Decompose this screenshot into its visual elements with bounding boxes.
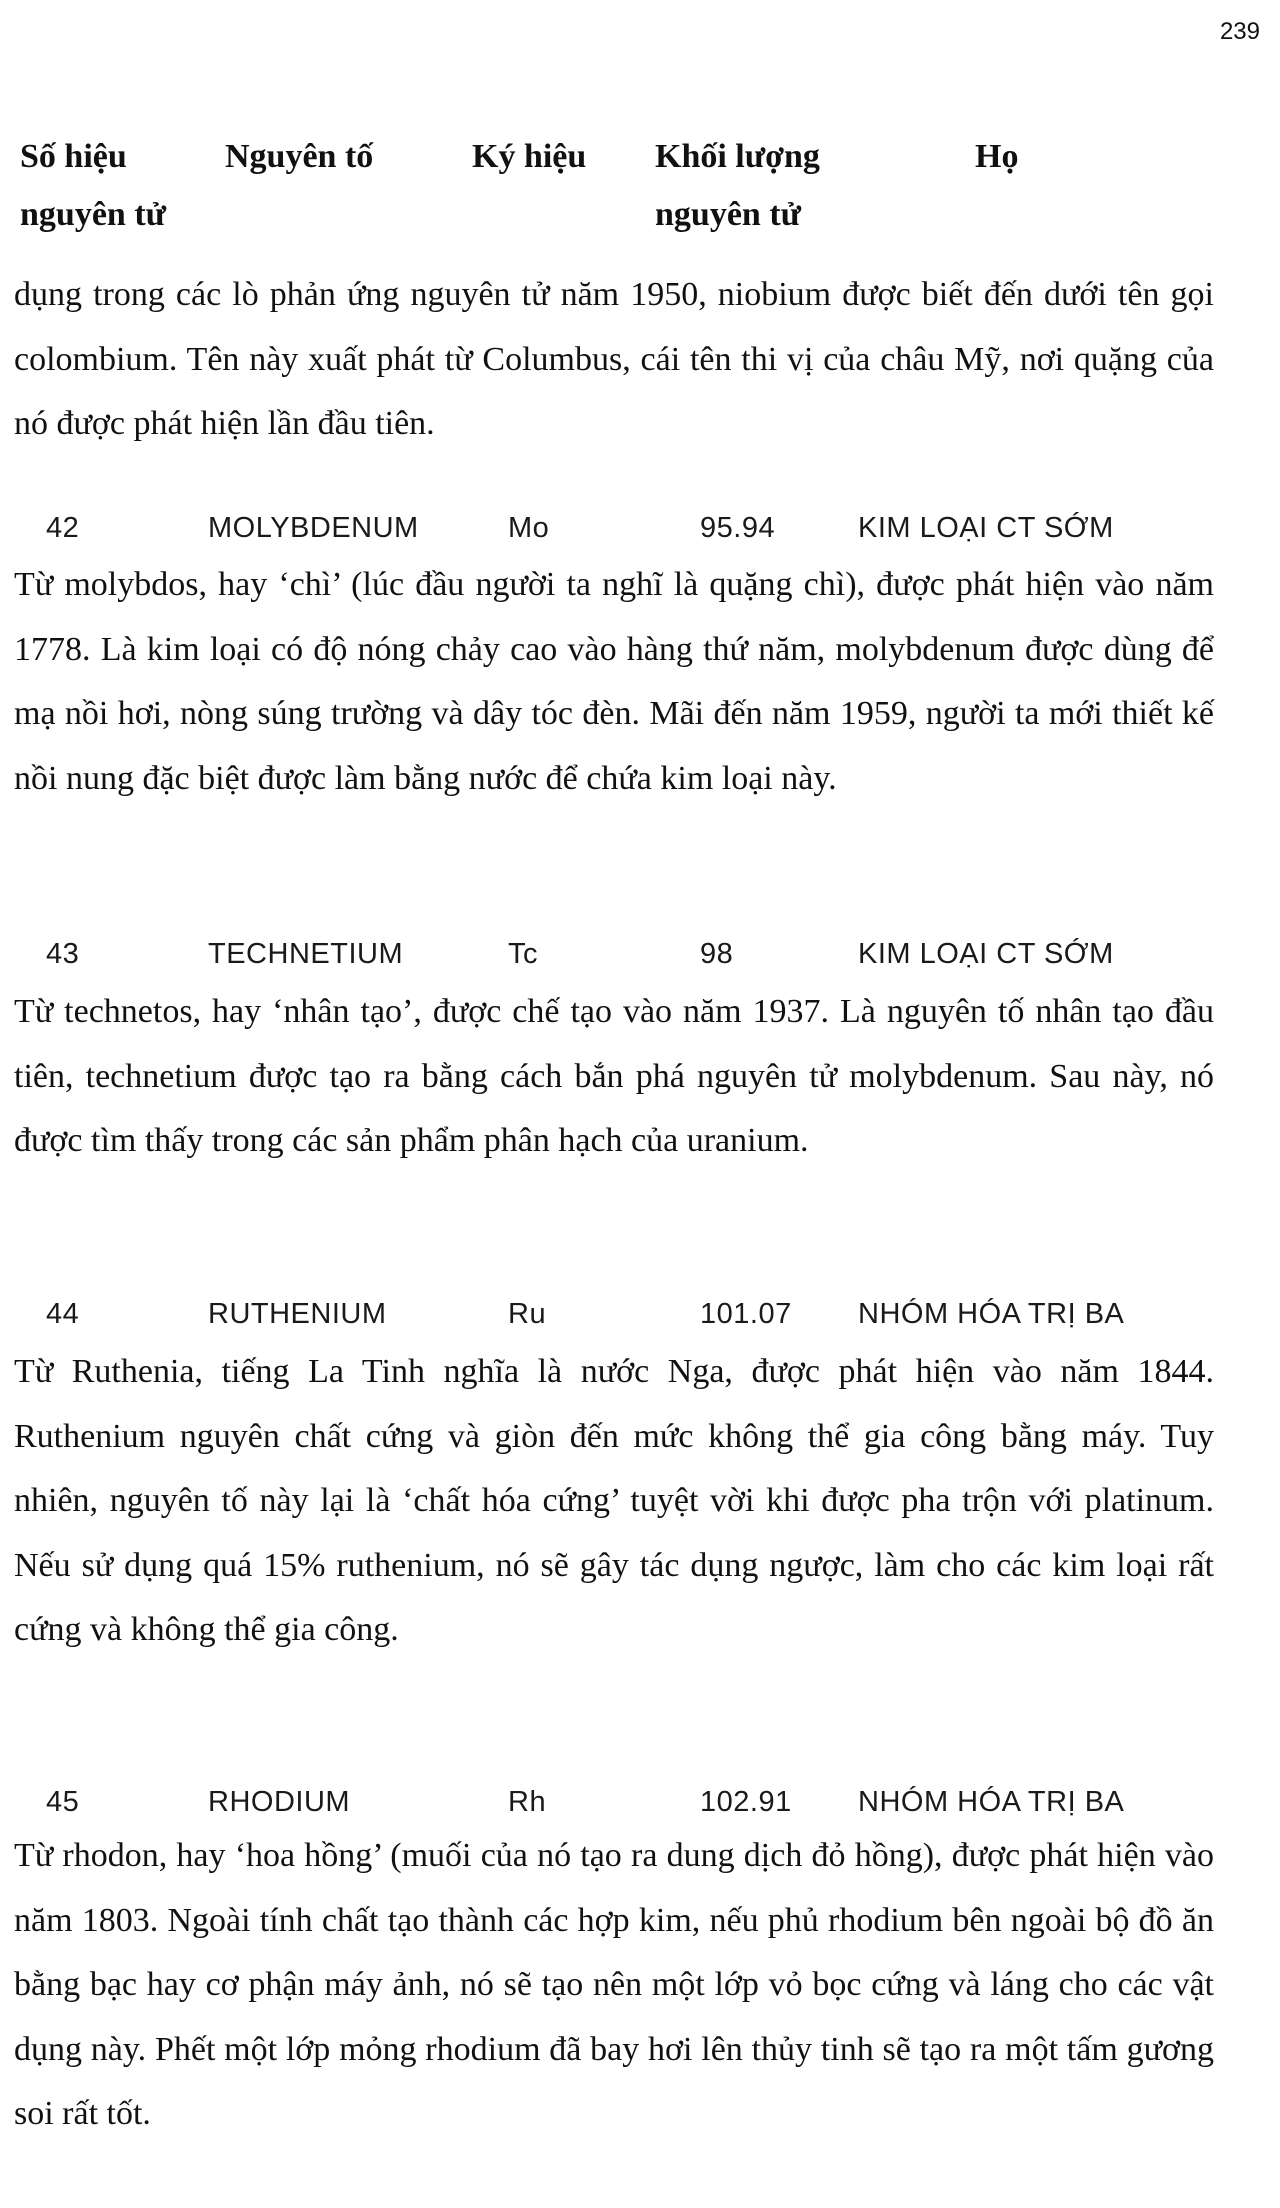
header-atomic-number-line2: nguyên tử	[20, 196, 167, 233]
header-atomic-mass-line2: nguyên tử	[655, 196, 802, 233]
header-family	[975, 128, 1018, 186]
element-symbol: Rh	[508, 1786, 547, 1818]
header-atomic-number	[20, 128, 166, 244]
element-entry-head	[0, 1786, 1280, 1826]
element-name: RUTHENIUM	[208, 1298, 387, 1330]
element-description: Từ technetos, hay ‘nhân tạo’, được chế tạo vào năm 1937. Là nguyên tố nhân tạo đầu tiên, technetium được tạo ra bằng cách bắn phá nguyên tử molybdenum. Sau này, nó được tìm thấy trong các sản phẩm phân hạch của uranium.	[14, 993, 1214, 1159]
header-atomic-mass-line1: Khối lượng	[655, 138, 820, 175]
atomic-number: 45	[46, 1786, 80, 1818]
element-symbol: Tc	[508, 938, 538, 970]
element-group: NHÓM HÓA TRỊ BA	[858, 1786, 1125, 1818]
element-description: Từ Ruthenia, tiếng La Tinh nghĩa là nước Nga, được phát hiện vào năm 1844. Ruthenium nguyên chất cứng và giòn đến mức không thể gia công bằng máy. Tuy nhiên, nguyên tố này lại là ‘chất hóa cứng’ tuyệt vời khi được pha trộn với platinum. Nếu sử dụng quá 15% ruthenium, nó sẽ gây tác dụng ngược, làm cho các kim loại rất cứng và không thể gia công.	[14, 1353, 1214, 1648]
table-header	[20, 128, 1260, 248]
element-group: KIM LOẠI CT SỚM	[858, 512, 1114, 544]
header-element	[225, 128, 373, 186]
element-entry-head	[0, 512, 1280, 552]
element-name: TECHNETIUM	[208, 938, 404, 970]
element-description: Từ rhodon, hay ‘hoa hồng’ (muối của nó tạo ra dung dịch đỏ hồng), được phát hiện vào năm 1803. Ngoài tính chất tạo thành các hợp kim, nếu phủ rhodium bên ngoài bộ đồ ăn bằng bạc hay cơ phận máy ảnh, nó sẽ tạo nên một lớp vỏ bọc cứng và láng cho các vật dụng này. Phết một lớp mỏng rhodium đã bay hơi lên thủy tinh sẽ tạo ra một tấm gương soi rất tốt.	[14, 1837, 1214, 2132]
header-element-line1: Nguyên tố	[225, 138, 374, 175]
atomic-number: 42	[46, 512, 80, 544]
header-symbol	[472, 128, 586, 186]
atomic-mass: 101.07	[700, 1298, 792, 1330]
element-symbol: Mo	[508, 512, 550, 544]
header-atomic-number-line1: Số hiệu	[20, 138, 127, 175]
atomic-mass: 95.94	[700, 512, 776, 544]
atomic-number: 43	[46, 938, 80, 970]
atomic-mass: 102.91	[700, 1786, 792, 1818]
atomic-mass: 98	[700, 938, 734, 970]
element-entry-head	[0, 938, 1280, 978]
header-symbol-line1: Ký hiệu	[472, 138, 587, 175]
atomic-number: 44	[46, 1298, 80, 1330]
element-name: MOLYBDENUM	[208, 512, 419, 544]
element-group: NHÓM HÓA TRỊ BA	[858, 1298, 1125, 1330]
page-number: 239	[1219, 18, 1260, 45]
element-name: RHODIUM	[208, 1786, 351, 1818]
header-family-line1: Họ	[975, 138, 1019, 175]
continuation-paragraph: dụng trong các lò phản ứng nguyên tử năm 1950, niobium được biết đến dưới tên gọi colombium. Tên này xuất phát từ Columbus, cái tên thi vị của châu Mỹ, nơi quặng của nó được phát hiện lần đầu tiên.	[14, 276, 1214, 442]
element-group: KIM LOẠI CT SỚM	[858, 938, 1114, 970]
element-symbol: Ru	[508, 1298, 547, 1330]
header-atomic-mass	[655, 128, 820, 244]
element-entry-head	[0, 1298, 1280, 1338]
element-description: Từ molybdos, hay ‘chì’ (lúc đầu người ta nghĩ là quặng chì), được phát hiện vào năm 1778. Là kim loại có độ nóng chảy cao vào hàng thứ năm, molybdenum được dùng để mạ nồi hơi, nòng súng trường và dây tóc đèn. Mãi đến năm 1959, người ta mới thiết kế nồi nung đặc biệt được làm bằng nước để chứa kim loại này.	[14, 566, 1214, 797]
